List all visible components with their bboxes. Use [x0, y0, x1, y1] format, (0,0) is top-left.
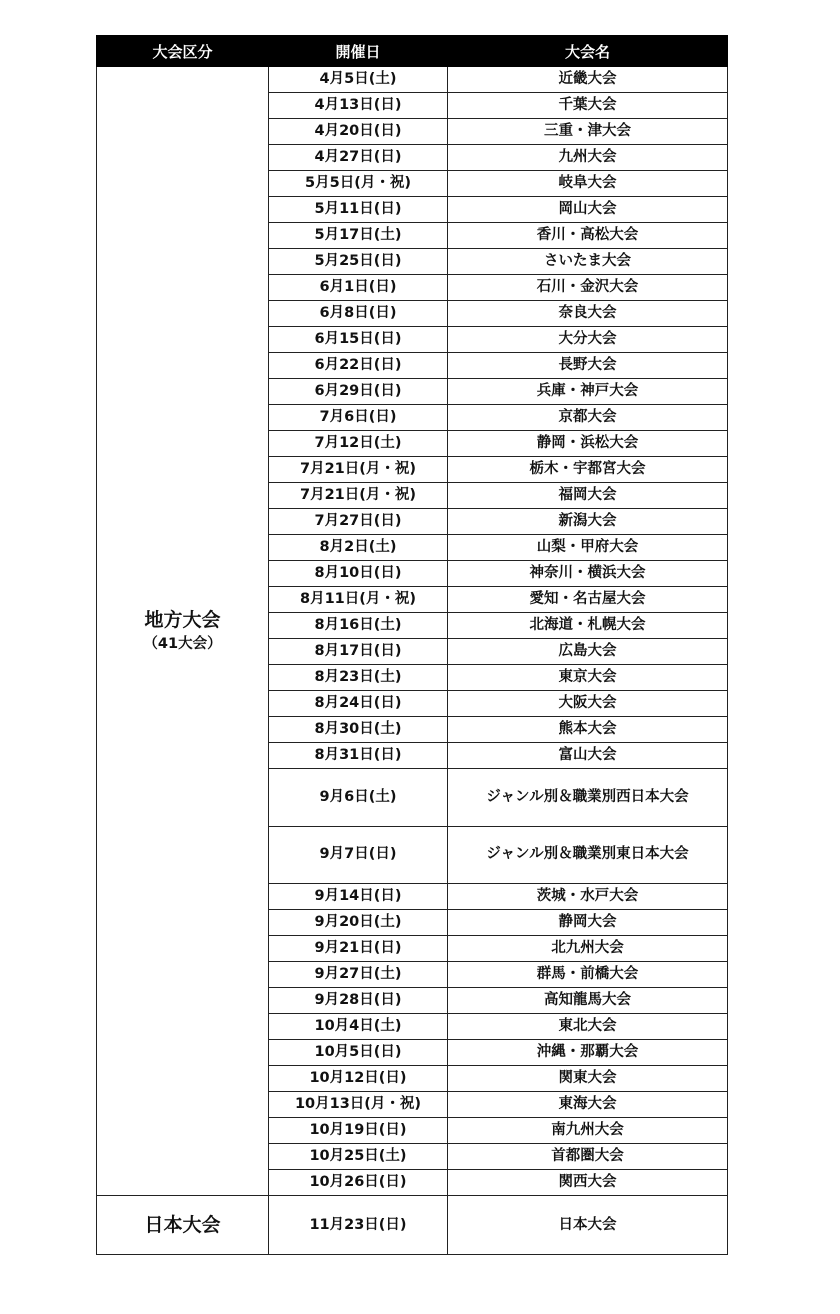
date-cell: 9月27日(土)	[269, 962, 448, 988]
name-cell: 福岡大会	[448, 483, 728, 509]
date-cell: 9月7日(日)	[269, 826, 448, 884]
name-cell: 南九州大会	[448, 1118, 728, 1144]
date-cell: 6月1日(日)	[269, 275, 448, 301]
name-cell: 大分大会	[448, 327, 728, 353]
name-cell: 東北大会	[448, 1014, 728, 1040]
date-cell: 6月29日(日)	[269, 379, 448, 405]
name-cell: 兵庫・神戸大会	[448, 379, 728, 405]
name-cell: 高知龍馬大会	[448, 988, 728, 1014]
date-cell: 10月25日(土)	[269, 1144, 448, 1170]
date-cell: 5月25日(日)	[269, 249, 448, 275]
date-cell: 9月14日(日)	[269, 884, 448, 910]
name-cell: 沖縄・那覇大会	[448, 1040, 728, 1066]
table-body	[97, 67, 728, 1255]
name-cell: 北九州大会	[448, 936, 728, 962]
table-row	[97, 67, 728, 93]
header-category: 大会区分	[97, 36, 269, 67]
date-cell: 9月28日(日)	[269, 988, 448, 1014]
date-cell: 8月17日(日)	[269, 639, 448, 665]
date-cell: 9月6日(土)	[269, 769, 448, 827]
date-cell: 4月20日(日)	[269, 119, 448, 145]
date-cell: 10月4日(土)	[269, 1014, 448, 1040]
name-cell: 九州大会	[448, 145, 728, 171]
name-cell: 静岡・浜松大会	[448, 431, 728, 457]
name-cell: 富山大会	[448, 743, 728, 769]
date-cell: 10月26日(日)	[269, 1170, 448, 1196]
date-cell: 5月17日(土)	[269, 223, 448, 249]
name-cell: 関西大会	[448, 1170, 728, 1196]
header-name: 大会名	[448, 36, 728, 67]
tournament-schedule-table	[96, 35, 728, 1255]
name-cell: 三重・津大会	[448, 119, 728, 145]
name-cell: さいたま大会	[448, 249, 728, 275]
name-cell: 神奈川・横浜大会	[448, 561, 728, 587]
name-cell: 北海道・札幌大会	[448, 613, 728, 639]
date-cell: 8月31日(日)	[269, 743, 448, 769]
name-cell: 奈良大会	[448, 301, 728, 327]
name-cell: 山梨・甲府大会	[448, 535, 728, 561]
category-label: 地方大会	[144, 608, 221, 631]
name-cell: 日本大会	[448, 1196, 728, 1255]
date-cell: 8月16日(土)	[269, 613, 448, 639]
date-cell: 10月5日(日)	[269, 1040, 448, 1066]
date-cell: 8月23日(土)	[269, 665, 448, 691]
date-cell: 9月21日(日)	[269, 936, 448, 962]
name-cell: 首都圏大会	[448, 1144, 728, 1170]
date-cell: 8月10日(日)	[269, 561, 448, 587]
name-cell: 千葉大会	[448, 93, 728, 119]
date-cell: 8月2日(土)	[269, 535, 448, 561]
name-cell: 群馬・前橋大会	[448, 962, 728, 988]
name-cell: 愛知・名古屋大会	[448, 587, 728, 613]
name-cell: ジャンル別＆職業別東日本大会	[448, 826, 728, 884]
category-cell	[97, 67, 269, 1196]
header-date: 開催日	[269, 36, 448, 67]
name-cell: 新潟大会	[448, 509, 728, 535]
date-cell: 6月22日(日)	[269, 353, 448, 379]
date-cell: 4月27日(日)	[269, 145, 448, 171]
date-cell: 4月13日(日)	[269, 93, 448, 119]
name-cell: 広島大会	[448, 639, 728, 665]
name-cell: 石川・金沢大会	[448, 275, 728, 301]
name-cell: 大阪大会	[448, 691, 728, 717]
name-cell: 東京大会	[448, 665, 728, 691]
name-cell: 関東大会	[448, 1066, 728, 1092]
date-cell: 7月21日(月・祝)	[269, 457, 448, 483]
date-cell: 5月11日(日)	[269, 197, 448, 223]
date-cell: 7月12日(土)	[269, 431, 448, 457]
date-cell: 11月23日(日)	[269, 1196, 448, 1255]
name-cell: 長野大会	[448, 353, 728, 379]
name-cell: 静岡大会	[448, 910, 728, 936]
date-cell: 8月11日(月・祝)	[269, 587, 448, 613]
name-cell: 香川・高松大会	[448, 223, 728, 249]
date-cell: 9月20日(土)	[269, 910, 448, 936]
date-cell: 6月8日(日)	[269, 301, 448, 327]
date-cell: 8月30日(土)	[269, 717, 448, 743]
table-row	[97, 1196, 728, 1255]
name-cell: 京都大会	[448, 405, 728, 431]
date-cell: 7月21日(月・祝)	[269, 483, 448, 509]
date-cell: 10月13日(月・祝)	[269, 1092, 448, 1118]
date-cell: 7月6日(日)	[269, 405, 448, 431]
date-cell: 5月5日(月・祝)	[269, 171, 448, 197]
name-cell: 東海大会	[448, 1092, 728, 1118]
date-cell: 7月27日(日)	[269, 509, 448, 535]
category-count: （41大会）	[143, 636, 222, 653]
name-cell: ジャンル別＆職業別西日本大会	[448, 769, 728, 827]
date-cell: 8月24日(日)	[269, 691, 448, 717]
date-cell: 10月19日(日)	[269, 1118, 448, 1144]
date-cell: 10月12日(日)	[269, 1066, 448, 1092]
table-header-row	[97, 36, 728, 67]
name-cell: 茨城・水戸大会	[448, 884, 728, 910]
date-cell: 4月5日(土)	[269, 67, 448, 93]
name-cell: 近畿大会	[448, 67, 728, 93]
category-label: 日本大会	[144, 1213, 221, 1236]
category-cell	[97, 1196, 269, 1255]
name-cell: 熊本大会	[448, 717, 728, 743]
name-cell: 栃木・宇都宮大会	[448, 457, 728, 483]
date-cell: 6月15日(日)	[269, 327, 448, 353]
name-cell: 岡山大会	[448, 197, 728, 223]
name-cell: 岐阜大会	[448, 171, 728, 197]
